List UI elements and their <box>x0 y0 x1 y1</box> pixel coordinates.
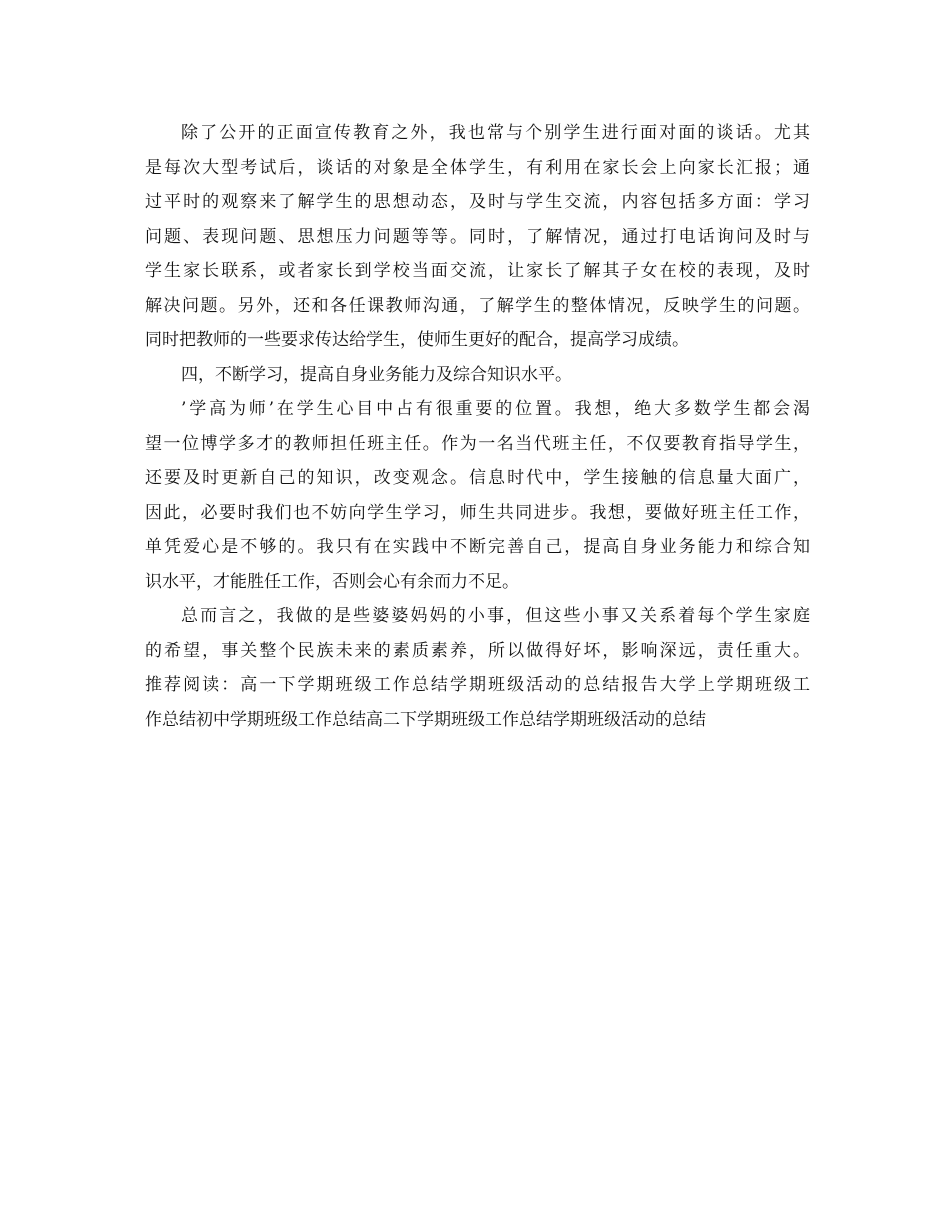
paragraph-1-line-6: 解决问题。另外，还和各任课教师沟通，了解学生的整体情况，反映学生的问题。 <box>145 295 810 316</box>
paragraph-3-line-2: 的希望，事关整个民族未来的素质素养，所以做得好坏，影响深远，责任重大。 <box>145 640 810 661</box>
paragraph-1-line-7: 同时把教师的一些要求传达给学生，使师生更好的配合，提高学习成绩。 <box>145 330 689 350</box>
paragraph-1-line-2: 是每次大型考试后，谈话的对象是全体学生，有利用在家长会上向家长汇报；通 <box>145 157 810 178</box>
document-body <box>145 116 810 737</box>
paragraph-2-line-2: 望一位博学多才的教师担任班主任。作为一名当代班主任，不仅要教育指导学生， <box>145 433 810 454</box>
paragraph-1-line-4: 问题、表现问题、思想压力问题等等。同时，了解情况，通过打电话询问及时与 <box>145 226 810 247</box>
section-heading: 四，不断学习，提高自身业务能力及综合知识水平。 <box>181 364 572 385</box>
paragraph-2-line-6: 识水平，才能胜任工作，否则会心有余而力不足。 <box>145 571 519 592</box>
paragraph-2-line-3: 还要及时更新自己的知识，改变观念。信息时代中，学生接触的信息量大面广， <box>145 468 810 488</box>
paragraph-1-line-3: 过平时的观察来了解学生的思想动态，及时与学生交流，内容包括多方面：学习 <box>145 192 810 212</box>
recommended-reading-line-1: 推荐阅读：高一下学期班级工作总结学期班级活动的总结报告大学上学期班级工 <box>145 675 810 695</box>
paragraph-2-line-1: ’学高为师’在学生心目中占有很重要的位置。我想，绝大多数学生都会渴 <box>181 399 810 419</box>
paragraph-3-line-1: 总而言之，我做的是些婆婆妈妈的小事，但这些小事又关系着每个学生家庭 <box>181 606 810 626</box>
paragraph-1-line-1: 除了公开的正面宣传教育之外，我也常与个别学生进行面对面的谈话。尤其 <box>181 123 810 143</box>
paragraph-2-line-4: 因此，必要时我们也不妨向学生学习，师生共同进步。我想，要做好班主任工作， <box>145 502 810 523</box>
paragraph-2-line-5: 单凭爱心是不够的。我只有在实践中不断完善自己，提高自身业务能力和综合知 <box>145 537 810 557</box>
paragraph-1-line-5: 学生家长联系，或者家长到学校当面交流，让家长了解其子女在校的表现，及时 <box>145 261 810 281</box>
recommended-reading-line-2: 作总结初中学期班级工作总结高二下学期班级工作总结学期班级活动的总结 <box>145 709 706 730</box>
